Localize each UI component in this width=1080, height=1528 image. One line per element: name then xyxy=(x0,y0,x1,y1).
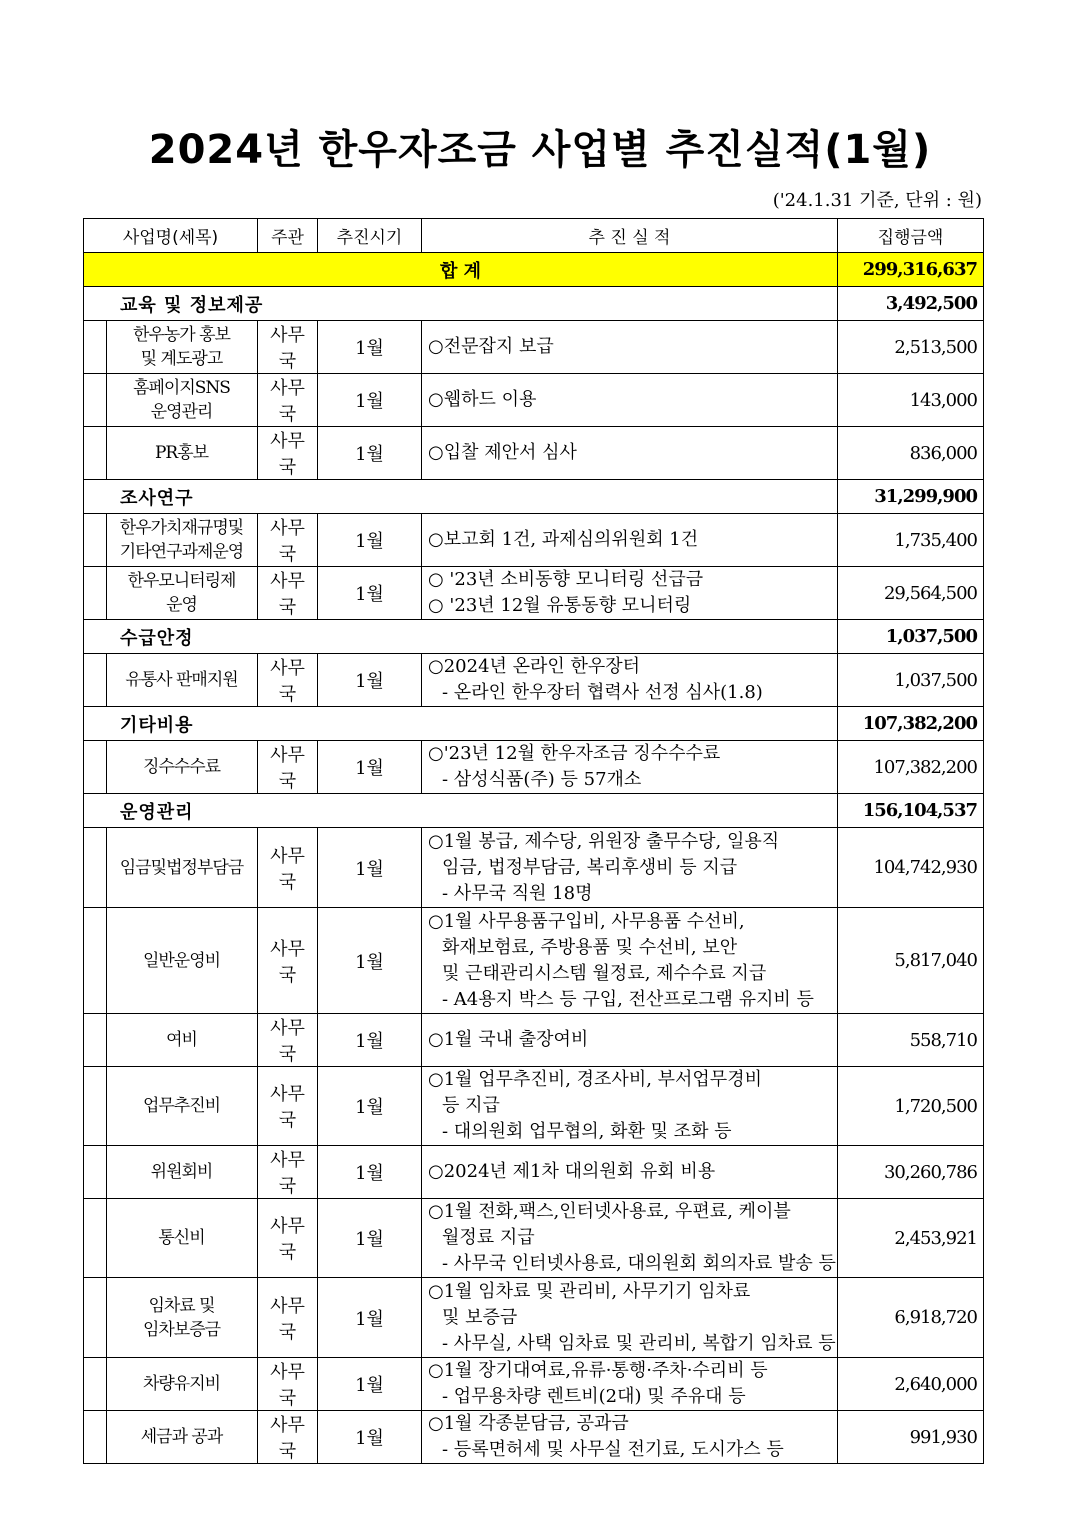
row-amount: 143,000 xyxy=(838,374,984,427)
result-line: - A4용지 박스 등 구입, 전산프로그램 유지비 등 xyxy=(442,988,814,1010)
row-period: 1월 xyxy=(318,1014,422,1067)
result-line: ○ '23년 12월 유통동향 모니터링 xyxy=(428,595,692,616)
row-name xyxy=(84,654,258,707)
row-amount: 1,720,500 xyxy=(838,1067,984,1146)
row-owner: 사무국 xyxy=(258,427,318,480)
table-row xyxy=(84,1146,984,1199)
table-row xyxy=(84,741,984,794)
result-line: 등 지급 xyxy=(442,1095,500,1116)
row-period: 1월 xyxy=(318,321,422,374)
result-line: - 등록면허세 및 사무실 전기료, 도시가스 등 xyxy=(442,1439,784,1460)
row-name xyxy=(84,1278,258,1358)
result-line: - 사무실, 사택 임차료 및 관리비, 복합기 임차료 등 xyxy=(442,1332,836,1354)
row-owner: 사무국 xyxy=(258,1411,318,1464)
header-owner: 주관 xyxy=(258,219,318,253)
row-owner: 사무국 xyxy=(258,514,318,567)
header-name: 사업명(세목) xyxy=(84,219,258,253)
result-line: ○보고회 1건, 과제심의위원회 1건 xyxy=(428,529,699,550)
row-owner: 사무국 xyxy=(258,374,318,427)
result-line: 임금, 법정부담금, 복리후생비 등 지급 xyxy=(442,856,738,878)
row-owner: 사무국 xyxy=(258,321,318,374)
row-name-line: 통신비 xyxy=(158,1228,205,1248)
row-amount: 2,640,000 xyxy=(838,1358,984,1411)
total-row xyxy=(84,253,984,287)
result-line: 및 보증금 xyxy=(442,1306,518,1328)
row-name xyxy=(84,1411,258,1464)
row-amount: 107,382,200 xyxy=(838,741,984,794)
row-amount: 104,742,930 xyxy=(838,828,984,908)
row-period: 1월 xyxy=(318,741,422,794)
category-amount: 31,299,900 xyxy=(838,480,984,514)
row-period: 1월 xyxy=(318,1358,422,1411)
row-amount: 2,453,921 xyxy=(838,1199,984,1278)
row-name xyxy=(84,1199,258,1278)
table-row xyxy=(84,828,984,908)
row-period: 1월 xyxy=(318,374,422,427)
row-amount: 2,513,500 xyxy=(838,321,984,374)
row-name xyxy=(84,741,258,794)
result-line: - 업무용차량 렌트비(2대) 및 주유대 등 xyxy=(442,1386,746,1407)
row-name xyxy=(84,321,258,374)
row-name xyxy=(84,567,258,620)
row-period: 1월 xyxy=(318,1411,422,1464)
table-row xyxy=(84,1358,984,1411)
result-line: - 대의원회 업무협의, 화환 및 조화 등 xyxy=(442,1121,732,1142)
row-amount: 6,918,720 xyxy=(838,1278,984,1358)
row-owner: 사무국 xyxy=(258,654,318,707)
result-line: ○'23년 12월 한우자조금 징수수수료 xyxy=(428,743,721,764)
row-amount: 5,817,040 xyxy=(838,908,984,1014)
row-period: 1월 xyxy=(318,1146,422,1199)
row-name xyxy=(84,1146,258,1199)
row-period: 1월 xyxy=(318,514,422,567)
row-owner: 사무국 xyxy=(258,1067,318,1146)
result-line: ○1월 국내 출장여비 xyxy=(428,1029,589,1050)
row-name-line: 업무추진비 xyxy=(142,1096,221,1116)
category-amount: 1,037,500 xyxy=(838,620,984,654)
row-result xyxy=(422,1014,838,1067)
result-line: ○1월 장기대여료,유류·통행·주차·수리비 등 xyxy=(428,1360,768,1381)
row-name xyxy=(84,828,258,908)
row-owner: 사무국 xyxy=(258,1199,318,1278)
result-line: ○1월 임차료 및 관리비, 사무기기 임차료 xyxy=(428,1280,751,1302)
result-line: - 삼성식품(주) 등 57개소 xyxy=(442,769,642,790)
row-owner: 사무국 xyxy=(258,1358,318,1411)
row-owner: 사무국 xyxy=(258,1278,318,1358)
table-row xyxy=(84,374,984,427)
category-name: 교육 및 정보제공 xyxy=(84,287,838,321)
category-row xyxy=(84,480,984,514)
category-name: 조사연구 xyxy=(84,480,838,514)
table-row xyxy=(84,1014,984,1067)
result-line: ○전문잡지 보급 xyxy=(428,336,554,357)
result-line: ○2024년 제1차 대의원회 유회 비용 xyxy=(428,1161,716,1182)
row-result xyxy=(422,321,838,374)
row-result xyxy=(422,374,838,427)
table-row xyxy=(84,1411,984,1464)
row-amount: 836,000 xyxy=(838,427,984,480)
result-line: ○1월 업무추진비, 경조사비, 부서업무경비 xyxy=(428,1069,762,1090)
table-row xyxy=(84,567,984,620)
header-period: 추진시기 xyxy=(318,219,422,253)
table-row xyxy=(84,654,984,707)
row-amount: 1,037,500 xyxy=(838,654,984,707)
row-owner: 사무국 xyxy=(258,908,318,1014)
row-name-line: 한우모니터링제 xyxy=(127,571,236,591)
row-owner: 사무국 xyxy=(258,1014,318,1067)
header-result: 추 진 실 적 xyxy=(422,219,838,253)
category-row xyxy=(84,794,984,828)
row-amount: 991,930 xyxy=(838,1411,984,1464)
result-line: ○입찰 제안서 심사 xyxy=(428,442,577,463)
table-row xyxy=(84,1199,984,1278)
row-result xyxy=(422,908,838,1014)
row-name-line: 세금과 공과 xyxy=(140,1427,223,1447)
row-amount: 29,564,500 xyxy=(838,567,984,620)
category-row xyxy=(84,287,984,321)
result-line: ○1월 사무용품구입비, 사무용품 수선비, xyxy=(428,910,745,932)
result-line: - 사무국 인터넷사용료, 대의원회 회의자료 발송 등 xyxy=(442,1253,836,1274)
category-amount: 107,382,200 xyxy=(838,707,984,741)
performance-table xyxy=(83,218,984,1464)
row-amount: 1,735,400 xyxy=(838,514,984,567)
category-row xyxy=(84,707,984,741)
row-result xyxy=(422,741,838,794)
row-owner: 사무국 xyxy=(258,567,318,620)
row-period: 1월 xyxy=(318,1278,422,1358)
row-result xyxy=(422,1067,838,1146)
row-name-line: 한우가치재규명및 xyxy=(119,518,244,538)
row-name-line: 홈페이지SNS xyxy=(133,378,230,398)
row-name xyxy=(84,1358,258,1411)
result-line: ○1월 봉급, 제수당, 위원장 출무수당, 일용직 xyxy=(428,830,780,852)
row-name xyxy=(84,908,258,1014)
row-name-line: 및 계도광고 xyxy=(140,349,223,369)
row-name-line: 운영관리 xyxy=(150,402,213,422)
row-result xyxy=(422,654,838,707)
row-result xyxy=(422,427,838,480)
row-name-line: 차량유지비 xyxy=(142,1374,221,1394)
category-name: 운영관리 xyxy=(84,794,838,828)
page-title: 2024년 한우자조금 사업별 추진실적(1월) xyxy=(148,127,932,173)
result-line: - 사무국 직원 18명 xyxy=(442,882,593,904)
category-amount: 3,492,500 xyxy=(838,287,984,321)
row-result xyxy=(422,1146,838,1199)
row-name-line: 기타연구과제운영 xyxy=(119,542,244,562)
row-name-line: PR홍보 xyxy=(154,443,209,463)
result-line: 및 근태관리시스템 월정료, 제수수료 지급 xyxy=(442,962,767,984)
header-row xyxy=(84,219,984,253)
row-period: 1월 xyxy=(318,567,422,620)
result-line: ○ '23년 소비동향 모니터링 선급금 xyxy=(428,569,704,590)
row-name xyxy=(84,514,258,567)
category-row xyxy=(84,620,984,654)
row-name xyxy=(84,427,258,480)
result-line: 화재보험료, 주방용품 및 수선비, 보안 xyxy=(442,936,738,958)
row-period: 1월 xyxy=(318,908,422,1014)
row-name xyxy=(84,374,258,427)
table-row xyxy=(84,1278,984,1358)
table-row xyxy=(84,427,984,480)
result-line: ○웹하드 이용 xyxy=(428,389,537,410)
row-name-line: 운영 xyxy=(166,595,197,615)
row-owner: 사무국 xyxy=(258,1146,318,1199)
row-period: 1월 xyxy=(318,427,422,480)
row-name-line: 임금및법정부담금 xyxy=(119,857,244,878)
row-name-line: 임차보증금 xyxy=(142,1319,221,1340)
row-name-line: 일반운영비 xyxy=(142,950,221,971)
result-line: ○1월 전화,팩스,인터넷사용료, 우편료, 케이블 xyxy=(428,1201,791,1222)
result-line: - 온라인 한우장터 협력사 선정 심사(1.8) xyxy=(442,682,763,703)
table-row xyxy=(84,514,984,567)
table-row xyxy=(84,321,984,374)
table-row xyxy=(84,1067,984,1146)
row-amount: 30,260,786 xyxy=(838,1146,984,1199)
row-name-line: 징수수수료 xyxy=(142,757,221,777)
row-name xyxy=(84,1014,258,1067)
result-line: ○2024년 온라인 한우장터 xyxy=(428,656,641,677)
row-name xyxy=(84,1067,258,1146)
row-period: 1월 xyxy=(318,1067,422,1146)
category-name: 수급안정 xyxy=(84,620,838,654)
category-amount: 156,104,537 xyxy=(838,794,984,828)
row-amount: 558,710 xyxy=(838,1014,984,1067)
table-row xyxy=(84,908,984,1014)
result-line: 월정료 지급 xyxy=(442,1227,535,1248)
row-name-line: 임차료 및 xyxy=(148,1295,215,1316)
row-period: 1월 xyxy=(318,654,422,707)
row-result xyxy=(422,514,838,567)
result-line: ○1월 각종분담금, 공과금 xyxy=(428,1413,629,1434)
header-amount: 집행금액 xyxy=(838,219,984,253)
total-amount: 299,316,637 xyxy=(838,253,984,287)
row-result xyxy=(422,1199,838,1278)
row-period: 1월 xyxy=(318,1199,422,1278)
row-result xyxy=(422,1358,838,1411)
row-result xyxy=(422,828,838,908)
row-result xyxy=(422,1278,838,1358)
row-owner: 사무국 xyxy=(258,828,318,908)
row-result xyxy=(422,567,838,620)
row-name-line: 유통사 판매지원 xyxy=(125,670,238,690)
category-name: 기타비용 xyxy=(84,707,838,741)
row-result xyxy=(422,1411,838,1464)
row-period: 1월 xyxy=(318,828,422,908)
total-label: 합 계 xyxy=(84,253,838,287)
unit-note: ('24.1.31 기준, 단위 : 원) xyxy=(772,190,982,211)
row-owner: 사무국 xyxy=(258,741,318,794)
row-name-line: 위원회비 xyxy=(150,1162,213,1182)
row-name-line: 한우농가 홍보 xyxy=(133,325,230,345)
row-name-line: 여비 xyxy=(166,1030,197,1050)
